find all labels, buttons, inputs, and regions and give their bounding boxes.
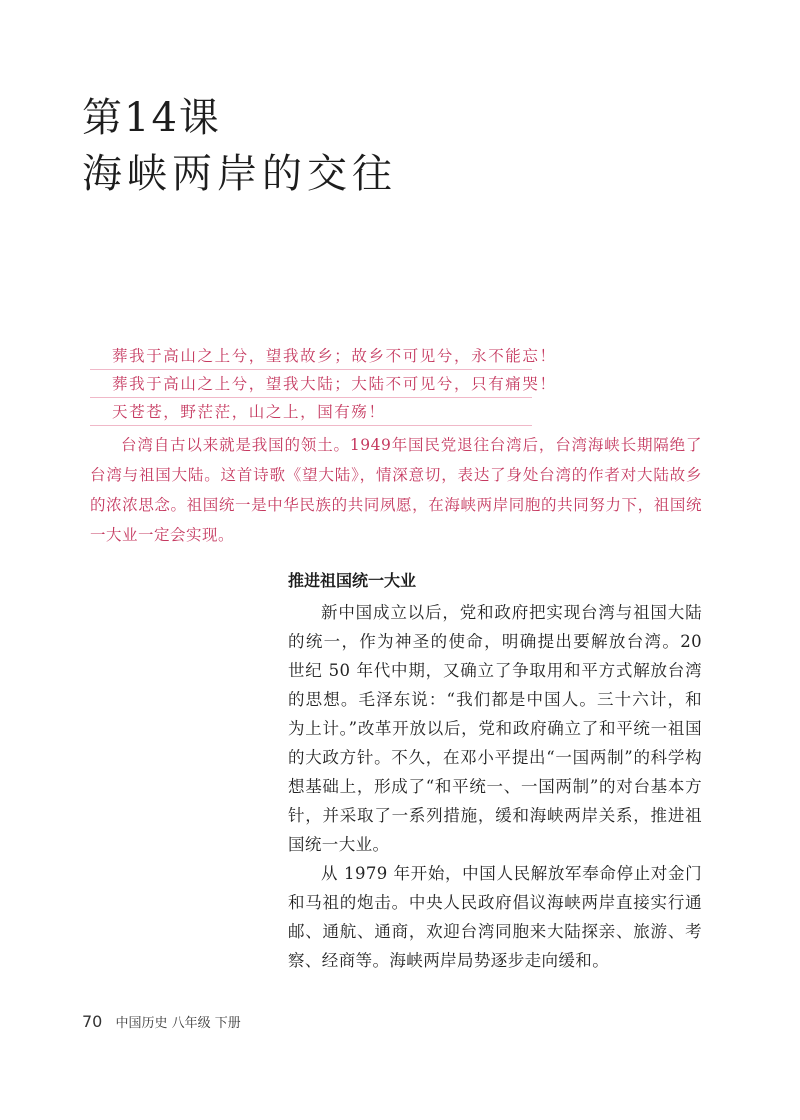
intro-block [90,344,702,550]
lesson-name: 海峡两岸的交往 [82,151,397,197]
lesson-number: 第14课 [82,95,221,141]
intro-paragraph: 台湾自古以来就是我国的领土。1949年国民党退往台湾后，台湾海峡长期隔绝了台湾与祖国大陆。这首诗歌《望大陆》，情深意切，表达了身处台湾的作者对大陆故乡的浓浓思念。祖国统一是中华民族的共同夙愿，在海峡两岸同胞的共同努力下，祖国统一大业一定会实现。 [90,436,702,544]
lesson-title [82,90,397,202]
page-number: 70 [82,1012,103,1031]
poem-line-3: 天苍苍，野茫茫，山之上，国有殇！ [90,400,532,426]
section-promote-unification [288,568,702,975]
poem-line-1: 葬我于高山之上兮，望我故乡；故乡不可见兮，永不能忘！ [90,344,532,370]
book-title: 中国历史 八年级 下册 [115,1016,241,1031]
page-footer [82,1012,241,1031]
poem-line-2: 葬我于高山之上兮，望我大陆；大陆不可见兮，只有痛哭！ [90,372,532,398]
body-paragraph-1: 新中国成立以后，党和政府把实现台湾与祖国大陆的统一，作为神圣的使命，明确提出要解放台湾。20 世纪 50 年代中期，又确立了争取用和平方式解放台湾的思想。毛泽东说：“我们都是中国人。三十六计，和为上计。”改革开放以后，党和政府确立了和平统一祖国的大政方针。不久，在邓小平提出“一国两制”的科学构想基础上，形成了“和平统一、一国两制”的对台基本方针，并采取了一系列措施，缓和海峡两岸关系，推进祖国统一大业。 [288,603,702,854]
body-paragraph-2: 从 1979 年开始，中国人民解放军奉命停止对金门和马祖的炮击。中央人民政府倡议海峡两岸直接实行通邮、通航、通商，欢迎台湾同胞来大陆探亲、旅游、考察、经商等。海峡两岸局势逐步走向缓和。 [288,864,702,970]
section-heading: 推进祖国统一大业 [288,571,417,590]
